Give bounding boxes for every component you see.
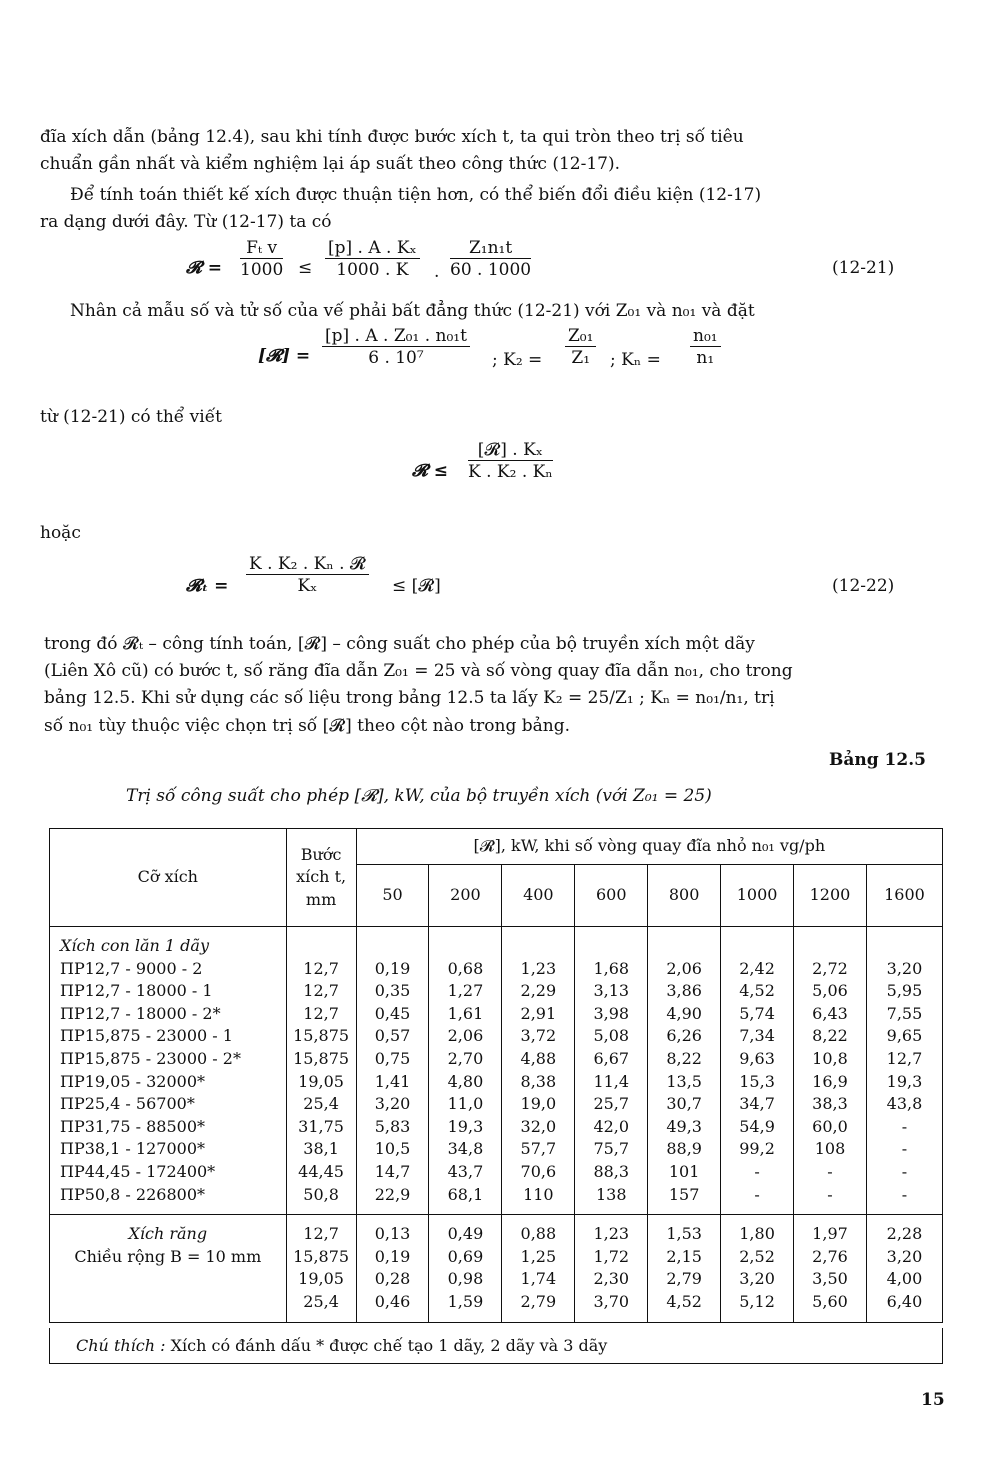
table-cell-value: 88,3 [593, 1161, 630, 1181]
table-cell-value: 2,42 [739, 958, 775, 978]
group2-pitch-column [286, 1215, 356, 1322]
table-cell-value: 3,20 [886, 958, 923, 978]
group2-power-column-600 [575, 1215, 648, 1322]
eq3-frac [468, 440, 553, 483]
group2-title: Xích răng [128, 1224, 208, 1244]
table-cell-value: 13,5 [666, 1071, 702, 1091]
table-cell-value: 5,83 [374, 1116, 411, 1136]
table-cell-value: 1,74 [520, 1269, 557, 1289]
table-cell-value: 0,49 [447, 1224, 484, 1244]
note-label: Chú thích : [76, 1336, 166, 1355]
table-cell-value: 7,55 [886, 1003, 923, 1023]
eq1-label: (12-21) [832, 258, 895, 278]
eq1-frac3-den: 60 . 1000 [450, 260, 532, 280]
chain-size-name: ПР50,8 - 226800* [60, 1184, 205, 1204]
table-cell-value: 4,00 [886, 1269, 923, 1289]
chain-size-name: ПР31,75 - 88500* [60, 1116, 205, 1136]
table-cell-value: - [901, 1139, 908, 1159]
table-cell-value: 0,19 [374, 958, 411, 978]
group2-power-column-800 [648, 1215, 721, 1322]
table-cell-value: 38,3 [812, 1094, 848, 1114]
table-cell-value: 2,72 [812, 958, 848, 978]
group1-power-column-1000 [721, 927, 794, 1215]
table-cell-value: 2,06 [447, 1026, 484, 1046]
eq1-frac1-num: Fₜ v [240, 238, 283, 259]
table-cell-value: 88,9 [666, 1139, 702, 1159]
table-cell-value: 6,40 [886, 1291, 923, 1311]
table-cell-value: 2,52 [739, 1246, 775, 1266]
header-pitch: Bước xích t, mm [286, 829, 356, 927]
eq4-frac [246, 554, 369, 597]
table-cell-value: 15,3 [739, 1071, 775, 1091]
eq1-frac2-num: [p] . A . Kₓ [325, 238, 420, 259]
table-cell-value: 0,35 [374, 981, 411, 1001]
table-cell-value: 5,08 [593, 1026, 630, 1046]
eq2-kz: ; K₂ = [492, 350, 543, 370]
table-cell-value: 44,45 [298, 1161, 344, 1181]
eq4-num: K . K₂ . Kₙ . 𝓡 [246, 554, 369, 575]
table-caption: Trị số công suất cho phép [𝓡], kW, của bộ truyền xích (với Z₀₁ = 25) [126, 786, 712, 806]
table-cell-value: 19,05 [298, 1269, 344, 1289]
para6-line4: số n₀₁ tùy thuộc việc chọn trị số [𝓡] theo cột nào trong bảng. [44, 716, 571, 736]
table-cell-value: 1,68 [593, 958, 630, 978]
group2-label-cell [50, 1215, 287, 1322]
table-cell-value: 2,15 [666, 1246, 702, 1266]
table-cell-value: 2,30 [593, 1269, 630, 1289]
speed-header-200: 200 [429, 865, 502, 927]
chain-size-name: ПР25,4 - 56700* [60, 1094, 195, 1114]
table-cell-value: 3,86 [666, 981, 702, 1001]
chain-size-name: ПР38,1 - 127000* [60, 1139, 205, 1159]
table-cell-value: 5,06 [812, 981, 848, 1001]
table-cell-value: 32,0 [520, 1116, 557, 1136]
table-cell-value: 2,91 [520, 1003, 557, 1023]
para1-line1: đĩa xích dẫn (bảng 12.4), sau khi tính được bước xích t, ta qui tròn theo trị số tiêu [40, 127, 744, 147]
table-cell-value: 12,7 [303, 1003, 339, 1023]
table-cell-value: 1,97 [812, 1224, 848, 1244]
table-cell-value: 1,23 [593, 1224, 630, 1244]
table-cell-value: 9,63 [739, 1048, 775, 1068]
table-cell-value: 0,46 [374, 1291, 411, 1311]
table-cell-value: 19,05 [298, 1071, 344, 1091]
speed-header-50: 50 [356, 865, 429, 927]
eq1-frac2-den: 1000 . K [336, 260, 409, 280]
toothed-chain-group [50, 1215, 943, 1322]
table-cell-value: 54,9 [739, 1116, 775, 1136]
group1-power-column-50 [356, 927, 429, 1215]
group2-power-column-400 [502, 1215, 575, 1322]
group2-power-column-1200 [794, 1215, 867, 1322]
table-cell-value: 2,79 [666, 1269, 702, 1289]
table-cell-value: 25,4 [303, 1291, 339, 1311]
eq3-den: K . K₂ . Kₙ [468, 462, 553, 482]
group1-power-column-1600 [866, 927, 942, 1215]
table-cell-value: 0,68 [447, 958, 484, 978]
table-cell-value: 0,19 [374, 1246, 411, 1266]
table-cell-value: 12,7 [303, 1224, 339, 1244]
table-cell-value: 1,23 [520, 958, 557, 978]
table-cell-value: 11,0 [447, 1094, 484, 1114]
table-cell-value: 10,5 [374, 1139, 411, 1159]
table-cell-value: 2,29 [520, 981, 557, 1001]
table-cell-value: 2,79 [520, 1291, 557, 1311]
table-cell-value: 12,7 [303, 958, 339, 978]
table-cell-value: 1,25 [520, 1246, 557, 1266]
eq1-dot: . [434, 262, 440, 282]
table-cell-value: 3,72 [520, 1026, 557, 1046]
speed-header-800: 800 [648, 865, 721, 927]
table-cell-value: - [827, 1161, 833, 1181]
eq2-frac1 [322, 326, 470, 369]
table-cell-value: 8,38 [520, 1071, 557, 1091]
table-cell-value: 3,50 [812, 1269, 848, 1289]
table-cell-value: 2,06 [666, 958, 702, 978]
table-cell-value: 0,57 [374, 1026, 411, 1046]
table-cell-value: 6,67 [593, 1048, 630, 1068]
table-cell-value: 8,22 [666, 1048, 702, 1068]
table-cell-value: 5,60 [812, 1291, 848, 1311]
table-cell-value: 6,43 [812, 1003, 848, 1023]
group1-power-column-200 [429, 927, 502, 1215]
table-cell-value: 43,7 [447, 1161, 484, 1181]
group2-power-column-1600 [866, 1215, 942, 1322]
para2-line1: Để tính toán thiết kế xích được thuận tiện hơn, có thể biến đổi điều kiện (12-17) [70, 185, 762, 205]
chain-size-name: ПР12,7 - 18000 - 1 [60, 981, 213, 1001]
table-cell-value: 19,3 [447, 1116, 484, 1136]
table-cell-value: 31,75 [298, 1116, 344, 1136]
table-cell-value: 99,2 [739, 1139, 775, 1159]
table-cell-value: 1,53 [666, 1224, 702, 1244]
table-cell-value: 3,20 [739, 1269, 775, 1289]
table-cell-value: 0,45 [374, 1003, 411, 1023]
table-cell-value: 2,70 [447, 1048, 484, 1068]
speed-header-1200: 1200 [794, 865, 867, 927]
table-cell-value: 43,8 [886, 1094, 923, 1114]
table-cell-value: 57,7 [520, 1139, 557, 1159]
speed-header-600: 600 [575, 865, 648, 927]
table-cell-value: 1,80 [739, 1224, 775, 1244]
eq4-den: Kₓ [297, 576, 318, 596]
group2-power-column-50 [356, 1215, 429, 1322]
speed-header-400: 400 [502, 865, 575, 927]
table-cell-value: 42,0 [593, 1116, 630, 1136]
group1-pitch-column [286, 927, 356, 1215]
chain-size-name: ПР12,7 - 18000 - 2* [60, 1003, 221, 1023]
eq4-lhs: 𝓡ₜ = [186, 576, 229, 596]
chain-size-name: ПР12,7 - 9000 - 2 [60, 958, 203, 978]
eq2-lhs: [𝓡] = [258, 346, 311, 366]
table-cell-value: 4,52 [739, 981, 775, 1001]
table-cell-value: - [901, 1161, 908, 1181]
group1-title: Xích con lăn 1 dãy [60, 936, 209, 955]
eq1-frac1 [240, 238, 283, 281]
table-cell-value: 60,0 [812, 1116, 848, 1136]
table-cell-value: 7,34 [739, 1026, 775, 1046]
table-cell-value: 68,1 [447, 1184, 484, 1204]
table-cell-value: 3,98 [593, 1003, 630, 1023]
eq1-frac3-num: Z₁n₁t [450, 238, 531, 259]
eq2-frac3 [690, 326, 721, 369]
group1-power-column-800 [648, 927, 721, 1215]
para4: từ (12-21) có thể viết [40, 407, 222, 427]
chain-size-name: ПР15,875 - 23000 - 1 [60, 1026, 233, 1046]
table-cell-value: 10,8 [812, 1048, 848, 1068]
para3: Nhân cả mẫu số và tử số của vế phải bất đẳng thức (12-21) với Z₀₁ và n₀₁ và đặt [70, 301, 755, 321]
table-cell-value: 0,69 [447, 1246, 484, 1266]
para6-line1: trong đó 𝓡ₜ – công tính toán, [𝓡] – công suất cho phép của bộ truyền xích một dãy [44, 634, 755, 654]
table-cell-value: 4,90 [666, 1003, 702, 1023]
table-cell-value: 4,80 [447, 1071, 484, 1091]
table-cell-value: 9,65 [886, 1026, 923, 1046]
para5: hoặc [40, 523, 81, 543]
table-cell-value: 0,13 [374, 1224, 411, 1244]
table-cell-value: 0,88 [520, 1224, 557, 1244]
eq1-le: ≤ [298, 258, 313, 278]
table-cell-value: - [901, 1116, 908, 1136]
table-cell-value: 110 [523, 1184, 554, 1204]
table-cell-value: 34,8 [447, 1139, 484, 1159]
table-cell-value: - [754, 1161, 760, 1181]
para1-line2: chuẩn gần nhất và kiểm nghiệm lại áp suất theo công thức (12-17). [40, 154, 621, 174]
table-cell-value: 19,3 [886, 1071, 923, 1091]
table-cell-value: 4,52 [666, 1291, 702, 1311]
table-cell-value: 1,27 [447, 981, 484, 1001]
group2-power-column-200 [429, 1215, 502, 1322]
table-cell-value: 15,875 [293, 1026, 350, 1046]
table-cell-value: - [827, 1184, 833, 1204]
table-cell-value: - [901, 1184, 908, 1204]
table-cell-value: 157 [668, 1184, 700, 1204]
table-cell-value: 19,0 [520, 1094, 557, 1114]
eq2-frac2-num: Z₀₁ [565, 326, 596, 347]
table-cell-value: 11,4 [593, 1071, 630, 1091]
eq2-kn: ; Kₙ = [610, 350, 661, 370]
table-cell-value: 2,76 [812, 1246, 848, 1266]
table-cell-value: 75,7 [593, 1139, 630, 1159]
table-cell-value: 6,26 [666, 1026, 702, 1046]
power-table [49, 828, 943, 1323]
eq4-label: (12-22) [832, 576, 895, 596]
table-cell-value: 34,7 [739, 1094, 775, 1114]
eq3-lhs: 𝓡 ≤ [412, 461, 449, 481]
table-cell-value: 1,61 [447, 1003, 484, 1023]
eq2-frac1-den: 6 . 10⁷ [368, 348, 424, 368]
roller-chain-group [50, 927, 943, 1215]
table-cell-value: 70,6 [520, 1161, 557, 1181]
table-cell-value: 4,88 [520, 1048, 557, 1068]
eq1-frac2 [325, 238, 420, 281]
table-cell-value: 1,72 [593, 1246, 630, 1266]
table-cell-value: 16,9 [812, 1071, 848, 1091]
table-cell-value: 0,28 [374, 1269, 411, 1289]
header-power: [𝓡], kW, khi số vòng quay đĩa nhỏ n₀₁ vg/ph [356, 829, 942, 865]
table-note [49, 1328, 943, 1364]
table-cell-value: 15,875 [293, 1048, 350, 1068]
eq1-lhs: 𝓡 = [186, 258, 223, 278]
table-cell-value: 3,13 [593, 981, 630, 1001]
table-cell-value: 15,875 [293, 1246, 350, 1266]
header-size: Cỡ xích [50, 829, 287, 927]
eq2-frac2 [565, 326, 596, 369]
page-number: 15 [921, 1390, 945, 1410]
eq2-frac2-den: Z₁ [571, 348, 591, 368]
eq2-frac1-num: [p] . A . Z₀₁ . n₀₁t [322, 326, 470, 347]
table-cell-value: 108 [814, 1139, 846, 1159]
para2-line2: ra dạng dưới đây. Từ (12-17) ta có [40, 212, 332, 232]
table-cell-value: 138 [595, 1184, 627, 1204]
table-cell-value: 12,7 [886, 1048, 923, 1068]
table-cell-value: 25,7 [593, 1094, 630, 1114]
table-cell-value: 8,22 [812, 1026, 848, 1046]
table-cell-value: 3,20 [886, 1246, 923, 1266]
table-cell-value: 50,8 [303, 1184, 339, 1204]
table-cell-value: 14,7 [374, 1161, 411, 1181]
table-cell-value: 49,3 [666, 1116, 702, 1136]
group1-names [54, 958, 282, 1207]
group2-power-column-1000 [721, 1215, 794, 1322]
table-cell-value: 22,9 [374, 1184, 411, 1204]
speed-header-1000: 1000 [721, 865, 794, 927]
group1-power-column-1200 [794, 927, 867, 1215]
eq4-rhs: ≤ [𝓡] [392, 576, 441, 596]
eq2-frac3-den: n₁ [696, 348, 715, 368]
eq1-frac3 [450, 238, 531, 281]
note-text: Xích có đánh dấu * được chế tạo 1 dãy, 2 dãy và 3 dãy [170, 1336, 608, 1355]
table-cell-value: 25,4 [303, 1094, 339, 1114]
table-cell-value: 3,20 [374, 1094, 411, 1114]
table-cell-value: 2,28 [886, 1224, 923, 1244]
para6-line3: bảng 12.5. Khi sử dụng các số liệu trong bảng 12.5 ta lấy K₂ = 25/Z₁ ; Kₙ = n₀₁/n₁, trị [44, 688, 775, 708]
table-cell-value: 30,7 [666, 1094, 702, 1114]
group2-subtitle: Chiều rộng B = 10 mm [74, 1246, 262, 1266]
para6-line2: (Liên Xô cũ) có bước t, số răng đĩa dẫn Z₀₁ = 25 và số vòng quay đĩa dẫn n₀₁, cho trong [44, 661, 793, 681]
table-cell-value: 5,74 [739, 1003, 775, 1023]
chain-size-name: ПР15,875 - 23000 - 2* [60, 1048, 241, 1068]
table-cell-value: 38,1 [303, 1139, 339, 1159]
table-label: Bảng 12.5 [829, 750, 926, 770]
table-cell-value: 3,70 [593, 1291, 630, 1311]
table-cell-value: 5,12 [739, 1291, 775, 1311]
table-cell-value: 0,98 [447, 1269, 484, 1289]
eq1-frac1-den: 1000 [240, 260, 284, 280]
speed-header-1600: 1600 [866, 865, 942, 927]
table-cell-value: 1,59 [447, 1291, 484, 1311]
chain-size-name: ПР44,45 - 172400* [60, 1161, 216, 1181]
group1-power-column-400 [502, 927, 575, 1215]
table-cell-value: 1,41 [374, 1071, 411, 1091]
table-cell-value: 0,75 [374, 1048, 411, 1068]
group1-label-cell [50, 927, 287, 1215]
table-cell-value: 101 [668, 1161, 700, 1181]
table-cell-value: - [754, 1184, 760, 1204]
table-cell-value: 12,7 [303, 981, 339, 1001]
eq2-frac3-num: n₀₁ [690, 326, 721, 347]
group1-power-column-600 [575, 927, 648, 1215]
table-cell-value: 5,95 [886, 981, 923, 1001]
eq3-num: [𝓡] . Kₓ [468, 440, 553, 461]
chain-size-name: ПР19,05 - 32000* [60, 1071, 205, 1091]
